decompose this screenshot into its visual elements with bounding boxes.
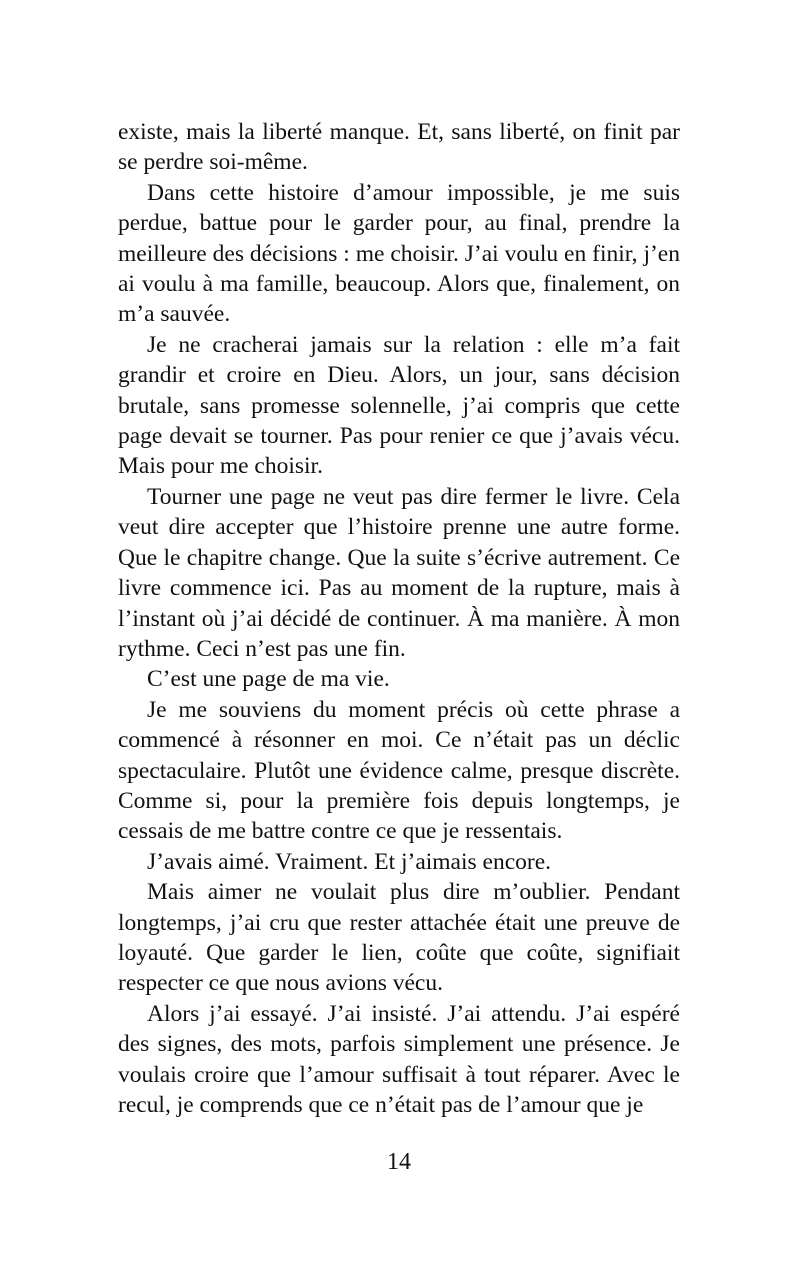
- paragraph-7: J’avais aimé. Vraiment. Et j’aimais encore.: [147, 848, 552, 875]
- paragraph-8: Mais aimer ne voulait plus dire m’oublier. Pendant longtemps, j’ai cru que rester attachée était une preuve de loyauté. Que garder le lien, coûte que coûte, signifiait respecter ce que nous avions vécu.: [118, 879, 680, 997]
- paragraph-4: Tourner une page ne veut pas dire fermer le livre. Cela veut dire accepter que l’histoire prenne une autre forme. Que le chapitre change. Que la suite s’écrive autrement. Ce livre commence ici. Pas au moment de la rupture, mais à l’instant où j’ai décidé de continuer. À ma manière. À mon rythme. Ceci n’est pas une fin.: [118, 483, 680, 662]
- page-body: [118, 117, 680, 1120]
- paragraph-1: existe, mais la liberté manque. Et, sans liberté, on finit par se perdre soi-même.: [118, 119, 680, 176]
- paragraph-9: Alors j’ai essayé. J’ai insisté. J’ai attendu. J’ai espéré des signes, des mots, parfois simplement une présence. Je voulais croire que l’amour suffisait à tout réparer. Avec le recul, je comprends que ce n’était pas de l’amour que je: [118, 1000, 680, 1118]
- paragraph-5: C’est une page de ma vie.: [147, 666, 390, 693]
- paragraph-3: Je ne cracherai jamais sur la relation : elle m’a fait grandir et croire en Dieu. Alors, un jour, sans décision brutale, sans promesse solennelle, j’ai compris que cette page devait se tourner. Pas pour renier ce que j’avais vécu. Mais pour me choisir.: [118, 331, 680, 480]
- paragraph-6: Je me souviens du moment précis où cette phrase a commencé à résonner en moi. Ce n’était pas un déclic spectaculaire. Plutôt une évidence calme, presque discrète. Comme si, pour la première fois depuis longtemps, je cessais de me battre contre ce que je ressentais.: [118, 696, 680, 845]
- paragraph-2: Dans cette histoire d’amour impossible, je me suis perdue, battue pour le garder pour, au final, prendre la meilleure des décisions : me choisir. J’ai voulu en finir, j’en ai voulu à ma famille, beaucoup. Alors que, finalement, on m’a sauvée.: [118, 179, 680, 328]
- page-number: 14: [387, 1149, 411, 1175]
